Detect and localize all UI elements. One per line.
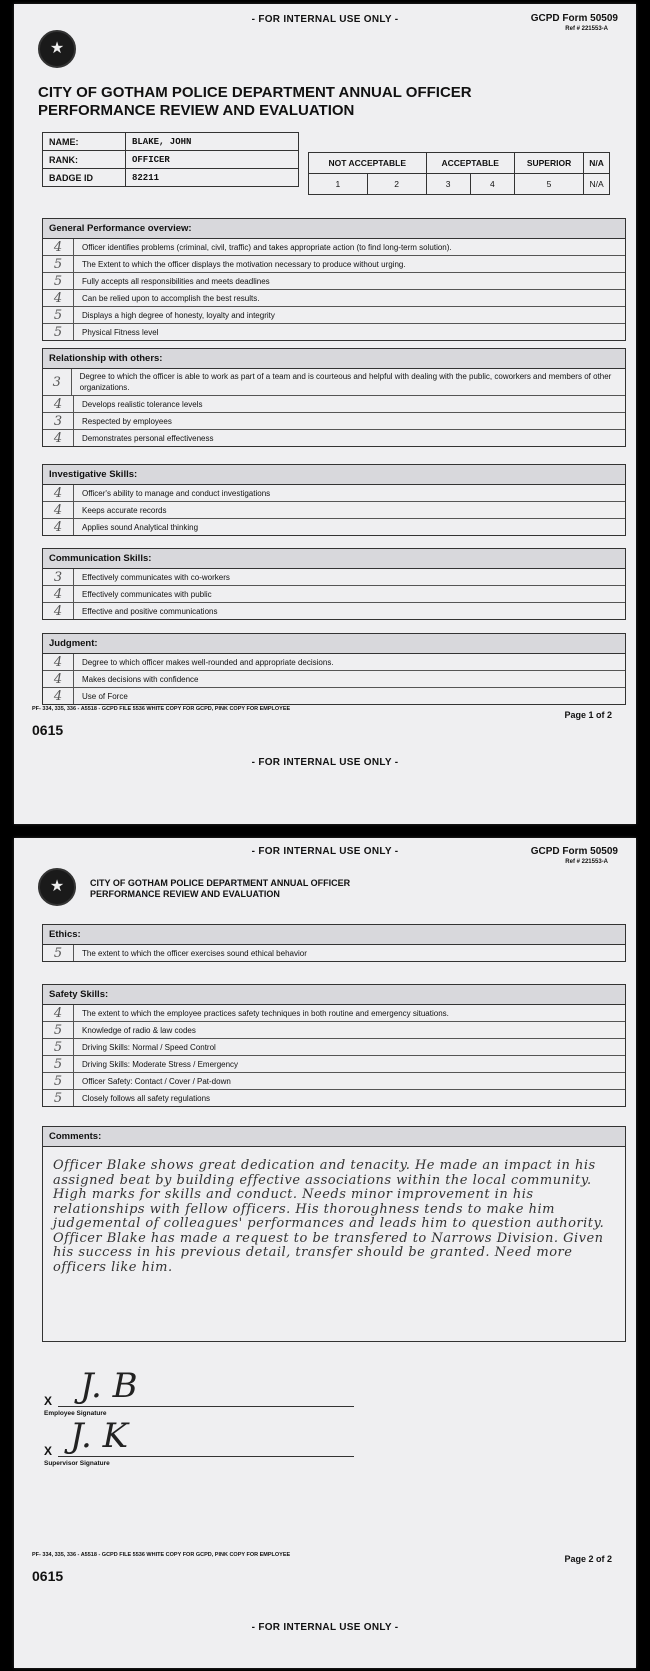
employee-signature-scribble: J. B [80,1366,138,1406]
form-id: 0615 [32,1568,64,1584]
rating-score: 4 [43,290,74,306]
rating-score: 4 [43,603,74,619]
reference-number: Ref # 221553-A [565,26,608,32]
rating-row: 5 Closely follows all safety regulations [43,1090,625,1106]
rating-row: 5 Driving Skills: Normal / Speed Control [43,1039,625,1056]
rating-row: 4 Officer's ability to manage and conduct investigations [43,485,625,502]
rating-row: 4 Effectively communicates with public [43,586,625,603]
section-judgment: Judgment: 4 Degree to which officer makes well-rounded and appropriate decisions. 4 Makes decisions with confidence 4 Use of Force [42,633,626,705]
rating-score: 4 [43,502,74,518]
rating-scale-table: NOT ACCEPTABLE ACCEPTABLE SUPERIOR N/A 1 2 3 4 5 N/A [308,152,610,195]
officer-rank: OFFICER [126,151,299,169]
footer-code: PF- 334, 335, 336 - A5518 - GCPD FILE 5536 WHITE COPY FOR GCPD, PINK COPY FOR EMPLOYEE [32,1552,291,1558]
rating-row: 4 Can be relied upon to accomplish the best results. [43,290,625,307]
rating-row: 4 Develops realistic tolerance levels [43,396,625,413]
supervisor-signature-scribble: J. K [70,1416,129,1456]
form-number: GCPD Form 50509 [530,13,618,24]
rating-score: 3 [43,413,74,429]
section-safety: Safety Skills: 4 The extent to which the employee practices safety techniques in both routine and emergency situations. 5 Knowledge of radio & law codes 5 Driving Skills: Normal / Speed Control 5 Driving Skills: Moderate Stress / Emergency 5 Officer Safety: Contact / Cover / Pat-down 5 Closely follows all safety regulations [42,984,626,1107]
section-communication: Communication Skills: 3 Effectively communicates with co-workers 4 Effectively communicates with public 4 Effective and positive communications [42,548,626,620]
rating-row: 4 Officer identifies problems (criminal, civil, traffic) and takes appropriate action (to find long-term solution). [43,239,625,256]
rating-score: 5 [43,1073,74,1089]
comments-text: Officer Blake shows great dedication and tenacity. He made an impact in his assigned beat by building effective associations within the local community. High marks for skills and conduct. Needs minor improvement in his relationships with fellow officers. His thoroughness tends to make him judgemental of colleagues' performances and leads him to question authority. Officer Blake has made a request to be transfered to Narrows Division. Given his success in his previous detail, transfer should be granted. Need more officers like him. [53,1158,605,1275]
rating-score: 4 [43,430,74,446]
rating-row: 5 The extent to which the officer exercises sound ethical behavior [43,945,625,961]
rating-score: 5 [43,1056,74,1072]
rating-score: 5 [43,945,74,961]
rating-row: 5 Displays a high degree of honesty, loyalty and integrity [43,307,625,324]
rating-row: 3 Effectively communicates with co-workers [43,569,625,586]
employee-signature-line [58,1406,354,1407]
rating-row: 4 Applies sound Analytical thinking [43,519,625,535]
rating-row: 4 Makes decisions with confidence [43,671,625,688]
rating-row: 5 Driving Skills: Moderate Stress / Emergency [43,1056,625,1073]
rating-row: 4 Demonstrates personal effectiveness [43,430,625,446]
rating-row: 5 Fully accepts all responsibilities and meets deadlines [43,273,625,290]
employee-signature-label: Employee Signature [44,1410,107,1417]
rating-row: 5 Knowledge of radio & law codes [43,1022,625,1039]
rating-score: 4 [43,688,74,704]
signature-x: X [44,1394,53,1408]
rating-row: 4 Effective and positive communications [43,603,625,619]
rating-score: 4 [43,1005,74,1021]
officer-name: BLAKE, JOHN [126,133,299,151]
rating-row: 4 Degree to which officer makes well-rounded and appropriate decisions. [43,654,625,671]
rating-row: 4 The extent to which the employee practices safety techniques in both routine and emergency situations. [43,1005,625,1022]
rating-score: 3 [43,569,74,585]
rating-row: 5 Physical Fitness level [43,324,625,340]
form-page-1 [14,4,636,824]
section-investigative: Investigative Skills: 4 Officer's ability to manage and conduct investigations 4 Keeps accurate records 4 Applies sound Analytical thinking [42,464,626,536]
badge-id: 82211 [126,169,299,187]
section-relationship: Relationship with others: 3 Degree to which the officer is able to work as part of a team and is courteous and helpful with dealing with the public, coworkers and members of other organizations. 4 Develops realistic tolerance levels 3 Respected by employees 4 Demonstrates personal effectiveness [42,348,626,447]
rating-row: 4 Use of Force [43,688,625,704]
rating-score: 5 [43,307,74,323]
rating-score: 5 [43,273,74,289]
rating-score: 4 [43,396,74,412]
rating-score: 4 [43,485,74,501]
gcpd-seal-icon: ★ [38,868,76,906]
rating-score: 5 [43,1090,74,1106]
rating-score: 5 [43,1039,74,1055]
form-title: CITY OF GOTHAM POLICE DEPARTMENT ANNUAL OFFICER PERFORMANCE REVIEW AND EVALUATION [38,84,472,119]
rating-score: 5 [43,1022,74,1038]
form-id: 0615 [32,722,64,738]
rating-row: 5 The Extent to which the officer displays the motivation necessary to produce without urging. [43,256,625,273]
rating-row: 3 Respected by employees [43,413,625,430]
form-page-2 [14,838,636,1668]
internal-use-header: - FOR INTERNAL USE ONLY - [251,846,399,857]
form-title: CITY OF GOTHAM POLICE DEPARTMENT ANNUAL OFFICER PERFORMANCE REVIEW AND EVALUATION [90,878,351,899]
rating-score: 4 [43,519,74,535]
rating-score: 3 [43,369,72,395]
signature-x: X [44,1444,53,1458]
rating-score: 5 [43,256,74,272]
supervisor-signature-line [58,1456,354,1457]
rating-score: 5 [43,324,74,340]
rating-score: 4 [43,586,74,602]
form-number: GCPD Form 50509 [530,846,618,857]
reference-number: Ref # 221553-A [565,859,608,865]
internal-use-footer: - FOR INTERNAL USE ONLY - [251,757,399,768]
page-number: Page 2 of 2 [564,1554,612,1564]
section-ethics: Ethics: 5 The extent to which the officer exercises sound ethical behavior [42,924,626,962]
rating-row: 3 Degree to which the officer is able to work as part of a team and is courteous and helpful with dealing with the public, coworkers and members of other organizations. [43,369,625,396]
supervisor-signature-label: Supervisor Signature [44,1460,110,1467]
internal-use-header: - FOR INTERNAL USE ONLY - [251,14,399,25]
section-general-performance: General Performance overview: 4 Officer identifies problems (criminal, civil, traffic) and takes appropriate action (to find long-term solution). 5 The Extent to which the officer displays the motivation necessary to produce without urging. 5 Fully accepts all responsibilities and meets deadlines 4 Can be relied upon to accomplish the best results. 5 Displays a high degree of honesty, loyalty and integrity 5 Physical Fitness level [42,218,626,341]
internal-use-footer: - FOR INTERNAL USE ONLY - [251,1622,399,1633]
rating-row: 4 Keeps accurate records [43,502,625,519]
page-number: Page 1 of 2 [564,710,612,720]
section-comments: Comments: Officer Blake shows great dedication and tenacity. He made an impact in his assigned beat by building effective associations within the local community. High marks for skills and conduct. Needs minor improvement in his relationships with fellow officers. His thoroughness tends to make him judgemental of colleagues' performances and leads him to question authority. Officer Blake has made a request to be transfered to Narrows Division. Given his success in his previous detail, transfer should be granted. Need more officers like him. [42,1126,626,1342]
rating-score: 4 [43,654,74,670]
rating-score: 4 [43,239,74,255]
rating-row: 5 Officer Safety: Contact / Cover / Pat-down [43,1073,625,1090]
footer-code: PF- 334, 335, 336 - A5518 - GCPD FILE 5536 WHITE COPY FOR GCPD, PINK COPY FOR EMPLOYEE [32,706,291,712]
officer-info-table: NAME: BLAKE, JOHN RANK: OFFICER BADGE ID 82211 [42,132,299,187]
gcpd-seal-icon: ★ [38,30,76,68]
rating-score: 4 [43,671,74,687]
